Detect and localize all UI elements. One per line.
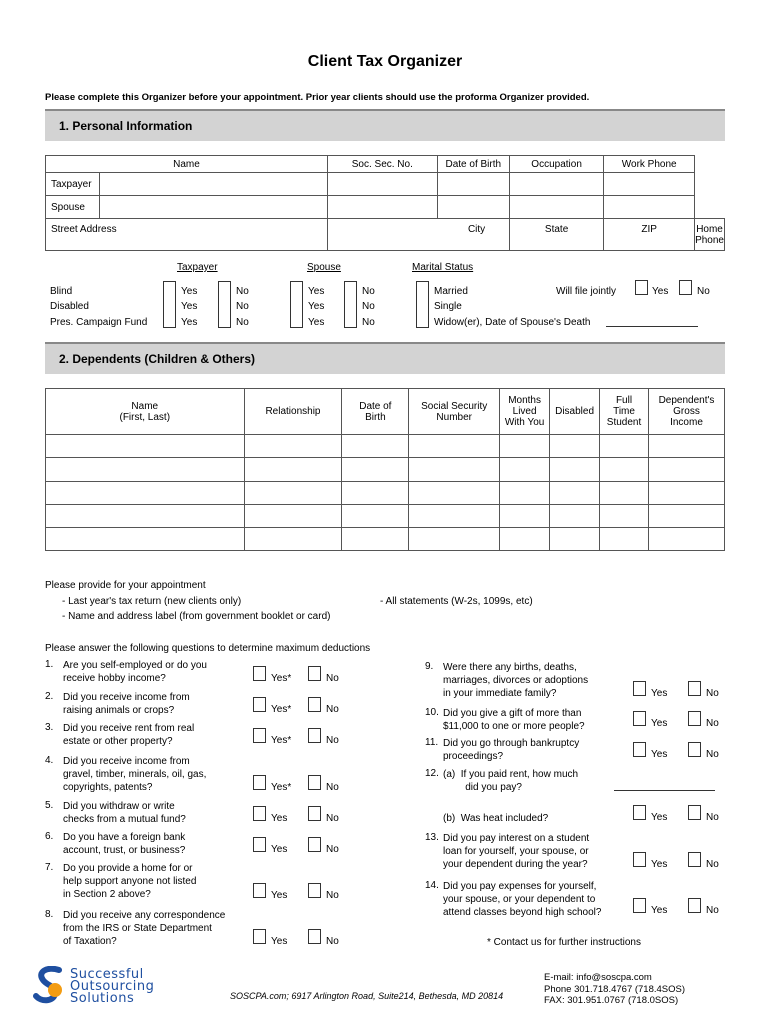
dep-cell[interactable]	[550, 505, 600, 528]
left-no-checkbox[interactable]	[308, 666, 321, 681]
state-field[interactable]	[509, 219, 603, 251]
yes-label: Yes	[651, 859, 668, 870]
right-question-text: Were there any births, deaths, marriages, divorces or adoptions in your immediate family?	[443, 662, 589, 699]
taxpayer-no-checkbox-group[interactable]	[218, 281, 231, 328]
left-yes-checkbox[interactable]	[253, 775, 266, 790]
yes-label: Yes	[651, 749, 668, 760]
left-question-text: Do you provide a home for or help support anyone not listed in Section 2 above?	[63, 863, 197, 900]
dep-cell[interactable]	[649, 435, 725, 458]
spouse-work-phone-field[interactable]	[604, 196, 695, 219]
dep-cell[interactable]	[46, 505, 245, 528]
no-label: No	[326, 704, 339, 715]
yes-label: Yes	[181, 301, 198, 312]
intro-text: Please complete this Organizer before your appointment. Prior year clients should use the proforma Organizer provided.	[45, 92, 590, 103]
left-question-text: Did you receive any correspondence from the IRS or State Department of Taxation?	[63, 910, 226, 947]
dep-header-months: Months Lived With You	[500, 389, 550, 435]
right-question-number: 12.	[425, 768, 439, 779]
col-header-work-phone: Work Phone	[604, 156, 695, 173]
left-question-number: 7.	[45, 862, 54, 873]
footnote: * Contact us for further instructions	[487, 937, 641, 948]
dependents-table	[45, 388, 725, 551]
dep-cell[interactable]	[500, 482, 550, 505]
section-personal-info-heading: 1. Personal Information	[45, 109, 725, 141]
left-yes-checkbox[interactable]	[253, 697, 266, 712]
zip-field[interactable]	[604, 219, 695, 251]
dep-cell[interactable]	[600, 458, 649, 482]
dep-cell[interactable]	[550, 482, 600, 505]
dep-cell[interactable]	[46, 482, 245, 505]
home-phone-label: Home Phone	[695, 224, 724, 246]
dep-cell[interactable]	[244, 528, 342, 551]
street-address-label: Street Address	[51, 224, 117, 235]
left-question-number: 2.	[45, 691, 54, 702]
provide-item-tax-return: - Last year's tax return (new clients only)	[62, 596, 242, 607]
logo-line-2: Outsourcing	[70, 979, 155, 994]
spouse-no-checkbox-group[interactable]	[344, 281, 357, 328]
yes-label: Yes	[651, 688, 668, 699]
left-yes-checkbox[interactable]	[253, 837, 266, 852]
left-no-checkbox[interactable]	[308, 883, 321, 898]
dep-cell[interactable]	[649, 505, 725, 528]
right-question-number: 10.	[425, 707, 439, 718]
yes-label: Yes	[651, 718, 668, 729]
row-label-spouse: Spouse	[46, 196, 100, 219]
yes-label: Yes	[271, 844, 288, 855]
dep-cell[interactable]	[600, 528, 649, 551]
left-question-text: Did you receive income from raising animals or crops?	[63, 692, 190, 716]
right-no-checkbox[interactable]	[688, 742, 701, 757]
provide-heading: Please provide for your appointment	[45, 580, 206, 591]
left-question-text: Did you receive income from gravel, timber, minerals, oil, gas, copyrights, patents?	[63, 756, 207, 793]
marital-status-checkbox-group[interactable]	[416, 281, 429, 328]
footer-email[interactable]: E-mail: info@soscpa.com	[544, 972, 652, 983]
left-yes-checkbox[interactable]	[253, 883, 266, 898]
no-label: No	[362, 301, 375, 312]
col-header-ssn: Soc. Sec. No.	[327, 156, 437, 173]
dep-header-student: Full Time Student	[600, 389, 649, 435]
no-label: No	[326, 813, 339, 824]
dep-cell[interactable]	[342, 528, 409, 551]
left-question-number: 5.	[45, 800, 54, 811]
left-question-number: 6.	[45, 831, 54, 842]
dep-cell[interactable]	[409, 458, 500, 482]
left-no-checkbox[interactable]	[308, 775, 321, 790]
left-no-checkbox[interactable]	[308, 697, 321, 712]
dep-cell[interactable]	[244, 458, 342, 482]
dep-cell[interactable]	[550, 435, 600, 458]
dep-cell[interactable]	[550, 528, 600, 551]
no-label: No	[706, 905, 719, 916]
dep-cell[interactable]	[600, 435, 649, 458]
right-yes-checkbox[interactable]	[633, 681, 646, 696]
taxpayer-dob-field[interactable]	[437, 173, 509, 196]
dep-cell[interactable]	[550, 458, 600, 482]
footer-address: SOSCPA.com; 6917 Arlington Road, Suite214, Bethesda, MD 20814	[230, 991, 504, 1001]
dep-cell[interactable]	[600, 505, 649, 528]
no-label: No	[706, 859, 719, 870]
dep-cell[interactable]	[500, 435, 550, 458]
col-header-name: Name	[46, 156, 328, 173]
dep-header-disabled: Disabled	[550, 389, 600, 435]
no-label: No	[697, 286, 710, 297]
spouse-occupation-field[interactable]	[509, 196, 603, 219]
dep-cell[interactable]	[409, 435, 500, 458]
street-address-field[interactable]	[46, 219, 328, 251]
left-question-number: 8.	[45, 909, 54, 920]
no-label: No	[326, 782, 339, 793]
left-yes-checkbox[interactable]	[253, 929, 266, 944]
no-label: No	[236, 317, 249, 328]
col-header-dob: Date of Birth	[437, 156, 509, 173]
yes-label: Yes	[308, 286, 325, 297]
marital-option-married: Married	[434, 286, 468, 297]
dep-cell[interactable]	[649, 528, 725, 551]
yes-label: Yes	[651, 905, 668, 916]
no-label: No	[326, 890, 339, 901]
file-jointly-no-checkbox[interactable]	[679, 280, 692, 295]
logo-line-3: Solutions	[70, 991, 135, 1006]
dep-cell[interactable]	[46, 528, 245, 551]
dep-cell[interactable]	[409, 528, 500, 551]
dep-header-dob: Date of Birth	[342, 389, 409, 435]
state-label: State	[544, 224, 569, 235]
spouse-status-header: Spouse	[307, 262, 341, 273]
company-logo-icon	[33, 966, 69, 1006]
logo-line-1: Successful	[70, 967, 144, 982]
left-question-text: Did you receive rent from real estate or other property?	[63, 723, 195, 747]
yes-label: Yes	[271, 813, 288, 824]
right-question-text: Did you pay interest on a student loan for yourself, your spouse, or your dependent during the year?	[443, 833, 590, 870]
left-question-number: 3.	[45, 722, 54, 733]
dep-cell[interactable]	[500, 505, 550, 528]
left-yes-checkbox[interactable]	[253, 728, 266, 743]
left-no-checkbox[interactable]	[308, 837, 321, 852]
yes-label: Yes	[181, 286, 198, 297]
taxpayer-work-phone-field[interactable]	[604, 173, 695, 196]
dep-cell[interactable]	[342, 505, 409, 528]
dep-header-ssn: Social Security Number	[409, 389, 500, 435]
taxpayer-status-header: Taxpayer	[177, 262, 218, 273]
yes-label: Yes	[652, 286, 669, 297]
dep-cell[interactable]	[649, 458, 725, 482]
left-yes-checkbox[interactable]	[253, 666, 266, 681]
status-label-campaign: Pres. Campaign Fund	[50, 317, 148, 328]
right-question-text: Did you go through bankruptcy proceedings?	[443, 738, 580, 762]
left-question-text: Did you withdraw or write checks from a mutual fund?	[63, 801, 186, 825]
no-label: No	[236, 301, 249, 312]
dep-cell[interactable]	[409, 482, 500, 505]
provide-item-statements: - All statements (W-2s, 1099s, etc)	[380, 596, 533, 607]
no-label: No	[326, 844, 339, 855]
right-question-number: 9.	[425, 661, 434, 672]
right-question-text: Did you give a gift of more than $11,000 to one or more people?	[443, 708, 585, 732]
right-yes-checkbox[interactable]	[633, 852, 646, 867]
taxpayer-ssn-field[interactable]	[327, 173, 437, 196]
left-question-text: Are you self-employed or do you receive hobby income?	[63, 660, 207, 684]
dep-cell[interactable]	[244, 482, 342, 505]
status-label-blind: Blind	[50, 286, 73, 297]
right-no-checkbox[interactable]	[688, 805, 701, 820]
left-no-checkbox[interactable]	[308, 806, 321, 821]
taxpayer-yes-checkbox-group[interactable]	[163, 281, 176, 328]
right-question-number: 14.	[425, 880, 439, 891]
dep-cell[interactable]	[500, 528, 550, 551]
personal-info-table	[45, 155, 725, 251]
right-question-text: (a) If you paid rent, how much did you pay?	[443, 769, 579, 793]
left-question-number: 4.	[45, 755, 54, 766]
zip-label: ZIP	[641, 224, 657, 235]
dep-header-income: Dependent's Gross Income	[649, 389, 725, 435]
left-question-text: Do you have a foreign bank account, trust, or business?	[63, 832, 186, 856]
right-no-checkbox[interactable]	[688, 898, 701, 913]
right-yes-checkbox[interactable]	[633, 711, 646, 726]
right-no-checkbox[interactable]	[688, 711, 701, 726]
dep-header-name: Name (First, Last)	[46, 389, 245, 435]
marital-option-widow: Widow(er), Date of Spouse's Death	[434, 317, 591, 328]
left-yes-checkbox[interactable]	[253, 806, 266, 821]
marital-status-header: Marital Status	[412, 262, 474, 273]
no-label: No	[706, 688, 719, 699]
dep-cell[interactable]	[244, 505, 342, 528]
right-yes-checkbox[interactable]	[633, 805, 646, 820]
left-no-checkbox[interactable]	[308, 728, 321, 743]
right-yes-checkbox[interactable]	[633, 898, 646, 913]
provide-item-label: - Name and address label (from government booklet or card)	[62, 611, 331, 622]
no-label: No	[706, 812, 719, 823]
no-label: No	[706, 749, 719, 760]
taxpayer-name-field[interactable]	[100, 173, 328, 196]
dep-cell[interactable]	[409, 505, 500, 528]
no-label: No	[706, 718, 719, 729]
yes-label: Yes	[651, 812, 668, 823]
right-yes-checkbox[interactable]	[633, 742, 646, 757]
file-jointly-label: Will file jointly	[556, 286, 617, 297]
right-no-checkbox[interactable]	[688, 852, 701, 867]
city-field[interactable]	[327, 219, 509, 251]
marital-option-single: Single	[434, 301, 462, 312]
dep-cell[interactable]	[46, 435, 245, 458]
section-dependents-heading: 2. Dependents (Children & Others)	[45, 342, 725, 374]
dep-cell[interactable]	[342, 435, 409, 458]
right-question-text: (b) Was heat included?	[443, 813, 549, 824]
dep-cell[interactable]	[244, 435, 342, 458]
file-jointly-yes-checkbox[interactable]	[635, 280, 648, 295]
left-no-checkbox[interactable]	[308, 929, 321, 944]
dep-cell[interactable]	[342, 482, 409, 505]
home-phone-field[interactable]	[695, 219, 725, 251]
rent-amount-line[interactable]	[614, 790, 715, 791]
questions-heading: Please answer the following questions to determine maximum deductions	[45, 643, 371, 654]
footer-phone: Phone 301.718.4767 (718.4SOS)	[544, 984, 686, 995]
status-label-disabled: Disabled	[50, 301, 89, 312]
yes-label: Yes	[271, 936, 288, 947]
spouse-ssn-field[interactable]	[327, 196, 437, 219]
yes-label: Yes*	[271, 704, 292, 715]
no-label: No	[326, 673, 339, 684]
row-label-taxpayer: Taxpayer	[46, 173, 100, 196]
right-no-checkbox[interactable]	[688, 681, 701, 696]
spouse-yes-checkbox-group[interactable]	[290, 281, 303, 328]
col-header-occupation: Occupation	[509, 156, 603, 173]
city-label: City	[467, 224, 486, 235]
dep-cell[interactable]	[46, 458, 245, 482]
dep-cell[interactable]	[342, 458, 409, 482]
footer-fax: FAX: 301.951.0767 (718.0SOS)	[544, 995, 679, 1006]
spouse-death-date-line[interactable]	[606, 326, 698, 327]
no-label: No	[362, 317, 375, 328]
no-label: No	[326, 936, 339, 947]
dep-cell[interactable]	[600, 482, 649, 505]
dep-cell[interactable]	[500, 458, 550, 482]
yes-label: Yes	[308, 317, 325, 328]
yes-label: Yes	[308, 301, 325, 312]
no-label: No	[236, 286, 249, 297]
taxpayer-occupation-field[interactable]	[509, 173, 603, 196]
right-question-text: Did you pay expenses for yourself, your spouse, or your dependent to attend classes beyond high school?	[443, 881, 602, 918]
page-title: Client Tax Organizer	[307, 53, 463, 70]
yes-label: Yes*	[271, 673, 292, 684]
yes-label: Yes*	[271, 782, 292, 793]
dep-header-relationship: Relationship	[244, 389, 342, 435]
left-question-number: 1.	[45, 659, 54, 670]
no-label: No	[362, 286, 375, 297]
no-label: No	[326, 735, 339, 746]
spouse-name-field[interactable]	[100, 196, 328, 219]
yes-label: Yes	[271, 890, 288, 901]
dep-cell[interactable]	[649, 482, 725, 505]
yes-label: Yes*	[271, 735, 292, 746]
right-question-number: 13.	[425, 832, 439, 843]
spouse-dob-field[interactable]	[437, 196, 509, 219]
right-question-number: 11.	[425, 737, 439, 748]
yes-label: Yes	[181, 317, 198, 328]
